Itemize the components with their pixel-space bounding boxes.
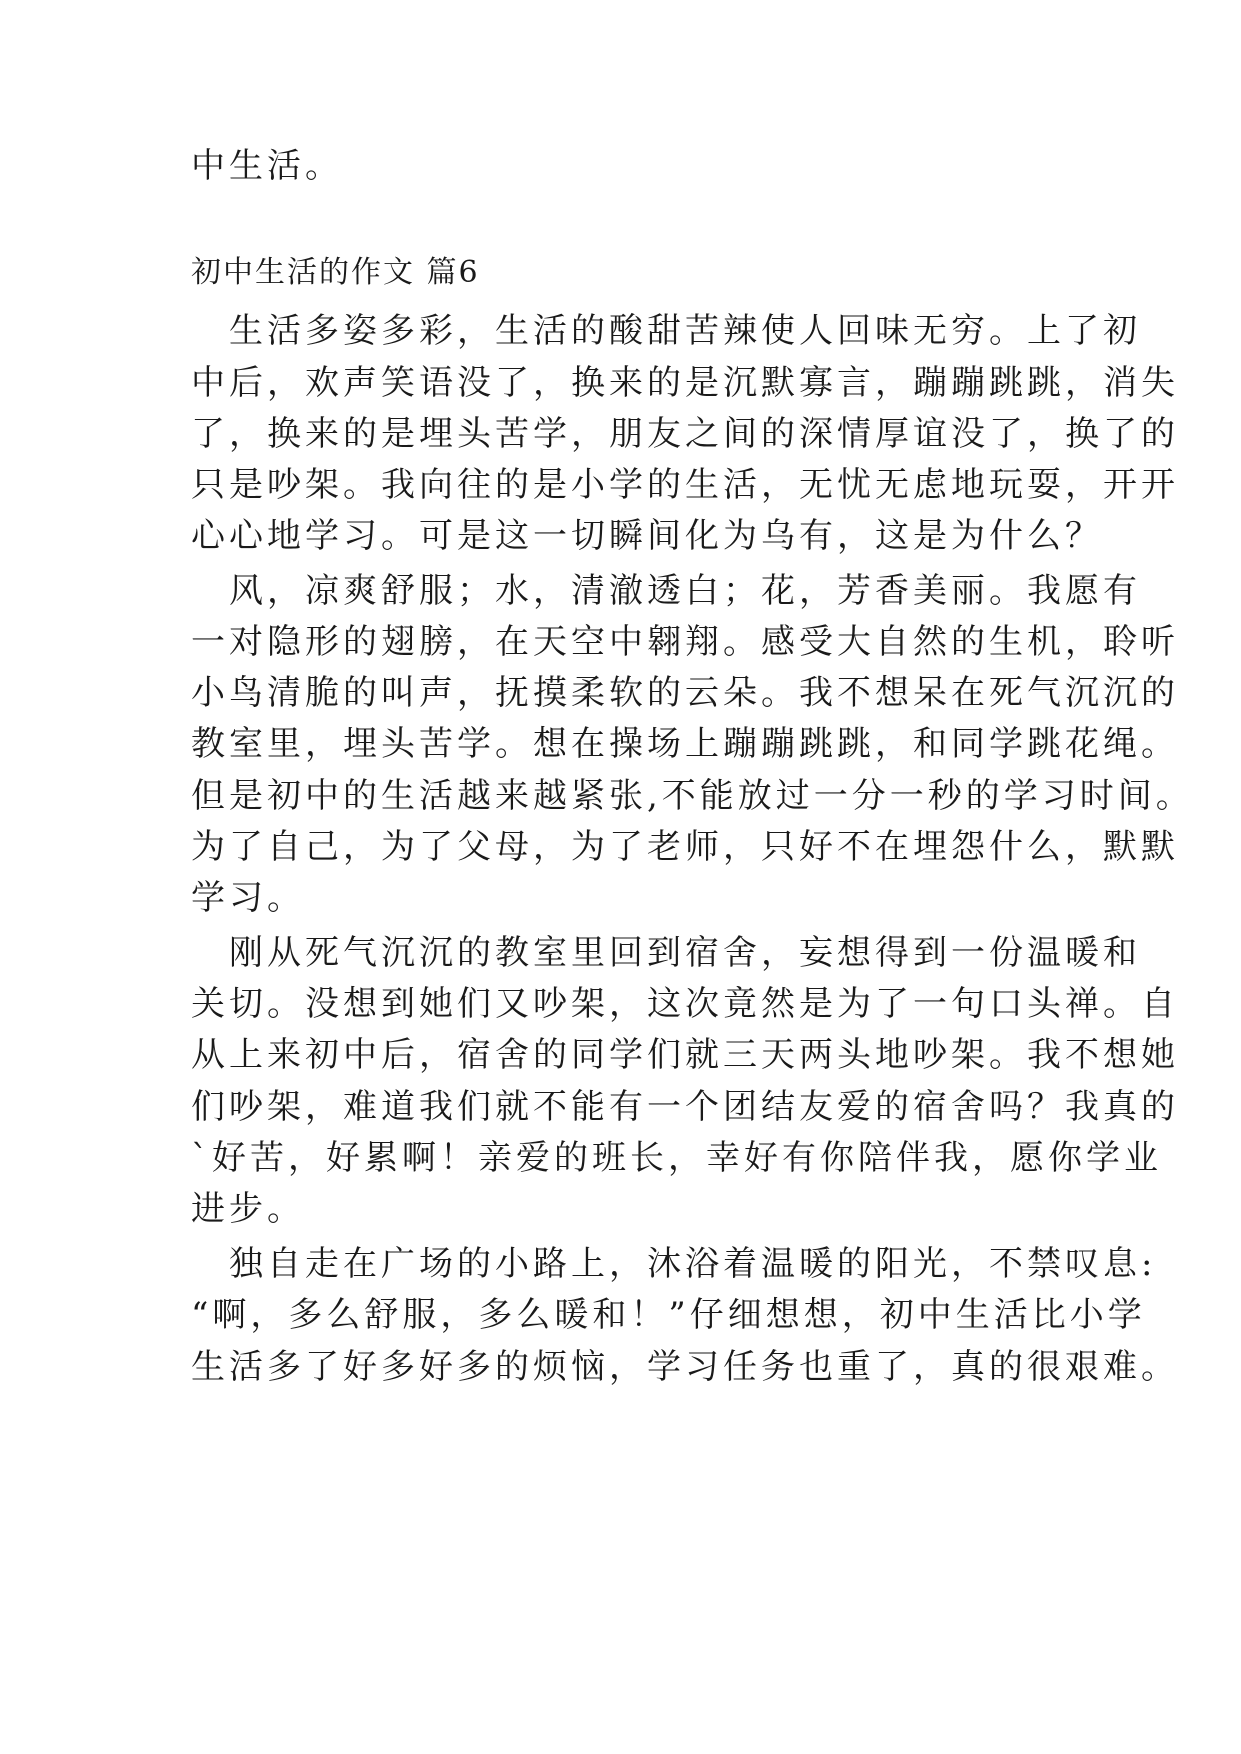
paragraph-line: 们吵架，难道我们就不能有一个团结友爱的宿舍吗？我真的: [191, 1087, 1179, 1127]
paragraph-line: 一对隐形的翅膀，在天空中翱翔。感受大自然的生机，聆听: [191, 622, 1179, 662]
paragraph-line: 生活多了好多好多的烦恼，学习任务也重了，真的很艰难。: [191, 1347, 1179, 1387]
paragraph-line: 学习。: [191, 878, 305, 918]
paragraph-line: 关切。没想到她们又吵架，这次竟然是为了一句口头禅。自: [191, 984, 1179, 1024]
paragraph-line: 进步。: [191, 1189, 305, 1229]
paragraph-line: “啊，多么舒服，多么暖和！”仔细想想，初中生活比小学: [191, 1295, 1146, 1335]
paragraph-line: `好苦，好累啊！亲爱的班长，幸好有你陪伴我，愿你学业: [191, 1138, 1162, 1178]
paragraph-line: 为了自己，为了父母，为了老师，只好不在埋怨什么，默默: [191, 827, 1179, 867]
paragraph-line: 风，凉爽舒服；水，清澈透白；花，芳香美丽。我愿有: [229, 571, 1141, 611]
paragraph-line: 从上来初中后，宿舍的同学们就三天两头地吵架。我不想她: [191, 1035, 1179, 1075]
paragraph-line: 教室里，埋头苦学。想在操场上蹦蹦跳跳，和同学跳花绳。: [191, 724, 1179, 764]
paragraph-line: 刚从死气沉沉的教室里回到宿舍，妄想得到一份温暖和: [229, 933, 1141, 973]
previous-section-tail: 中生活。: [191, 146, 343, 186]
paragraph-line: 但是初中的生活越来越紧张,不能放过一分一秒的学习时间。: [191, 776, 1194, 816]
paragraph-line: 中后，欢声笑语没了，换来的是沉默寡言，蹦蹦跳跳，消失: [191, 363, 1179, 403]
paragraph-line: 生活多姿多彩，生活的酸甜苦辣使人回味无穷。上了初: [229, 311, 1141, 351]
paragraph-line: 了，换来的是埋头苦学，朋友之间的深情厚谊没了，换了的: [191, 414, 1179, 454]
paragraph-line: 小鸟清脆的叫声，抚摸柔软的云朵。我不想呆在死气沉沉的: [191, 673, 1179, 713]
paragraph-line: 独自走在广场的小路上，沐浴着温暖的阳光，不禁叹息:: [229, 1244, 1157, 1284]
paragraph-line: 心心地学习。可是这一切瞬间化为乌有，这是为什么？: [191, 516, 1103, 556]
paragraph-line: 只是吵架。我向往的是小学的生活，无忧无虑地玩耍，开开: [191, 465, 1179, 505]
section-title: 初中生活的作文 篇6: [191, 255, 480, 290]
